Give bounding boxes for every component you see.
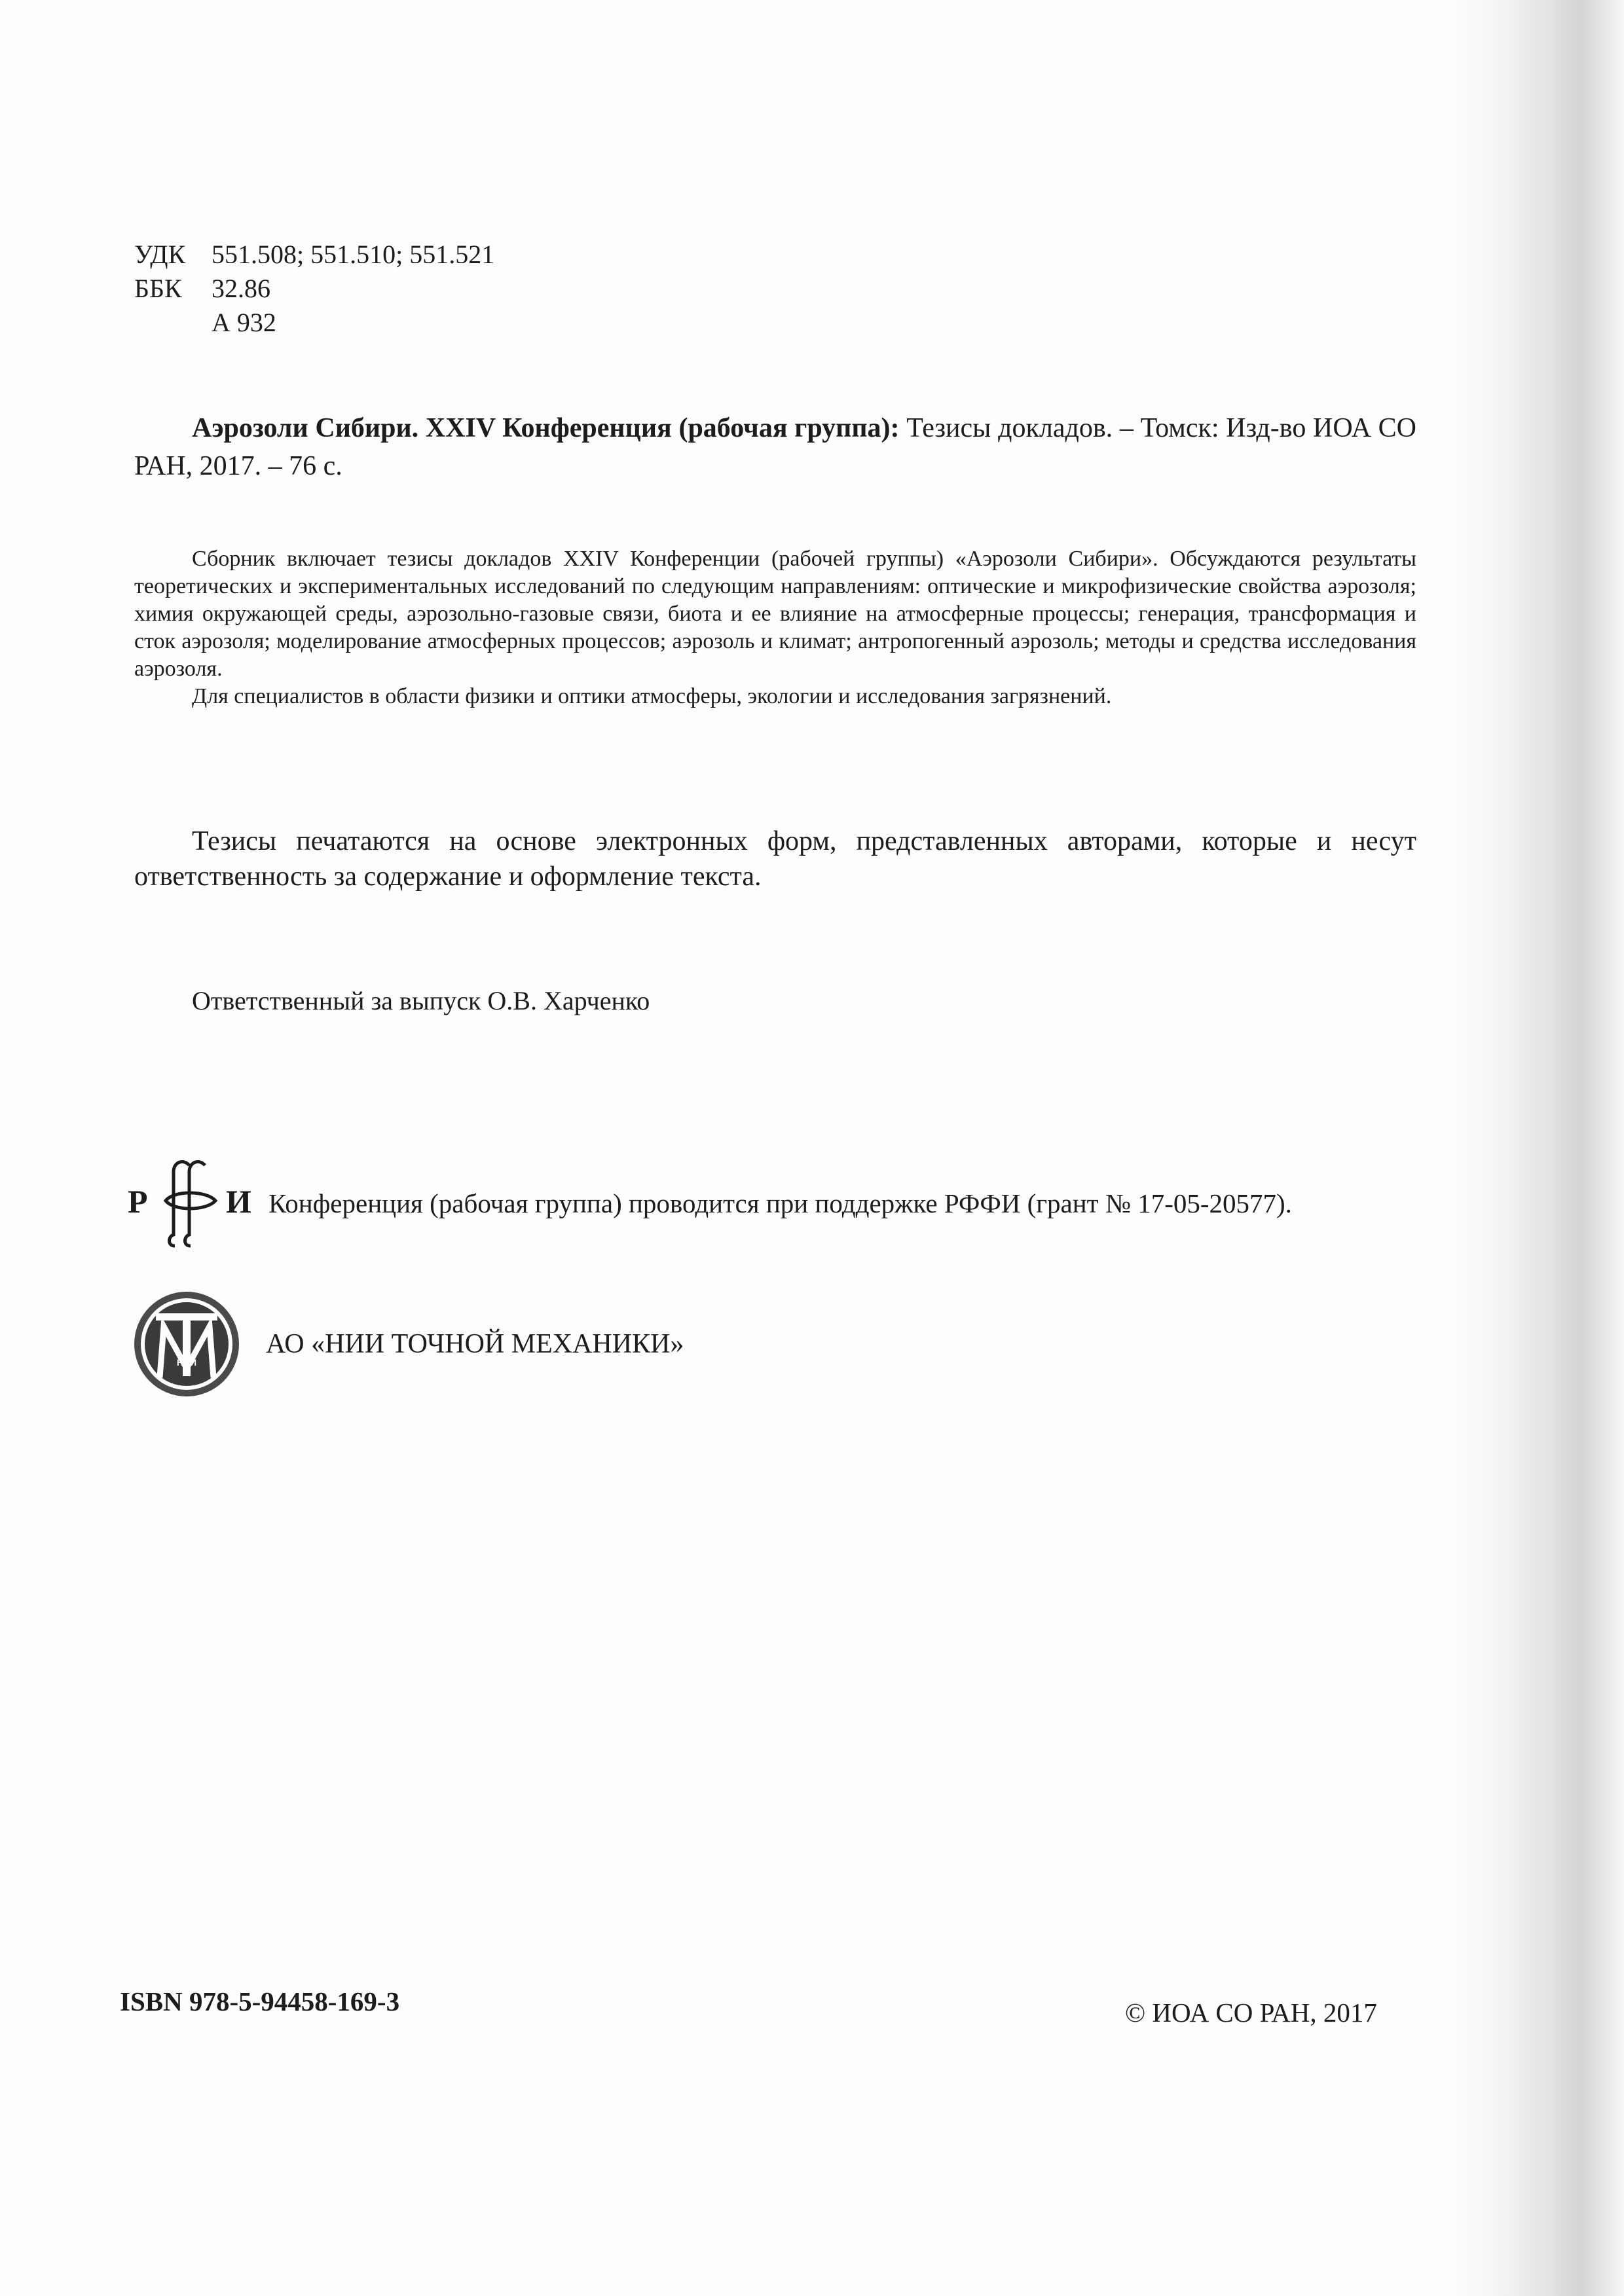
annotation-paragraph: Сборник включает тезисы докладов XXIV Конференции (рабочей группы) «Аэрозоли Сибири». Обсуждаются результаты теоретических и экспериментальных исследований по следующим направлениям: оптические и микрофизические свойства аэрозоля; химия окружающей среды, аэрозольно-газовые связи, биота и ее влияние на атмосферные процессы; генерация, трансформация и сток аэрозоля; моделирование атмосферных процессов; аэрозоль и климат; антропогенный аэрозоль; методы и средства исследования аэрозоля. <box>134 547 1416 681</box>
annotation <box>134 545 1416 710</box>
bibliographic-record <box>134 409 1416 485</box>
nii-logo-text: НИИ <box>176 1357 197 1368</box>
authors-note: Тезисы печатаются на основе электронных форм, представленных авторами, которые и несут ответственность за содержание и оформление текста. <box>134 826 1416 892</box>
record-title: Аэрозоли Сибири. XXIV Конференция (рабочая группа): <box>192 413 900 443</box>
scan-edge-shadow <box>1454 0 1624 2296</box>
nii-company-name: АО «НИИ ТОЧНОЙ МЕХАНИКИ» <box>266 1329 684 1359</box>
rfbr-support-line <box>128 1157 1292 1249</box>
rfbr-support-text: Конференция (рабочая группа) проводится при поддержке РФФИ (грант № 17-05-20577). <box>268 1188 1292 1218</box>
bbk-row <box>134 272 494 306</box>
classification-block <box>134 238 494 340</box>
udk-value: 551.508; 551.510; 551.521 <box>212 240 495 269</box>
isbn: ISBN 978-5-94458-169-3 <box>120 1986 400 2016</box>
rfbr-logo-icon <box>128 1157 262 1249</box>
author-mark-row <box>134 306 494 340</box>
rfbr-logo-letter-r: Р <box>128 1183 148 1220</box>
responsible-editor: Ответственный за выпуск О.В. Харченко <box>192 986 650 1015</box>
bbk-value: 32.86 <box>212 274 270 303</box>
rfbr-logo-letter-i: И <box>226 1183 251 1220</box>
bbk-label: ББК <box>134 274 182 303</box>
audience-paragraph: Для специалистов в области физики и оптики атмосферы, экологии и исследования загрязнений. <box>192 684 1112 708</box>
author-mark: А 932 <box>212 308 276 337</box>
nii-logo-icon <box>131 1288 242 1400</box>
udk-label: УДК <box>134 240 186 269</box>
udk-row <box>134 238 494 272</box>
nii-line <box>131 1288 684 1400</box>
copyright: © ИОА СО РАН, 2017 <box>1125 1997 1377 2028</box>
record-imprint: Тезисы докладов. – Томск: Изд-во ИОА СО РАН, 2017. – 76 с. <box>134 413 1416 481</box>
